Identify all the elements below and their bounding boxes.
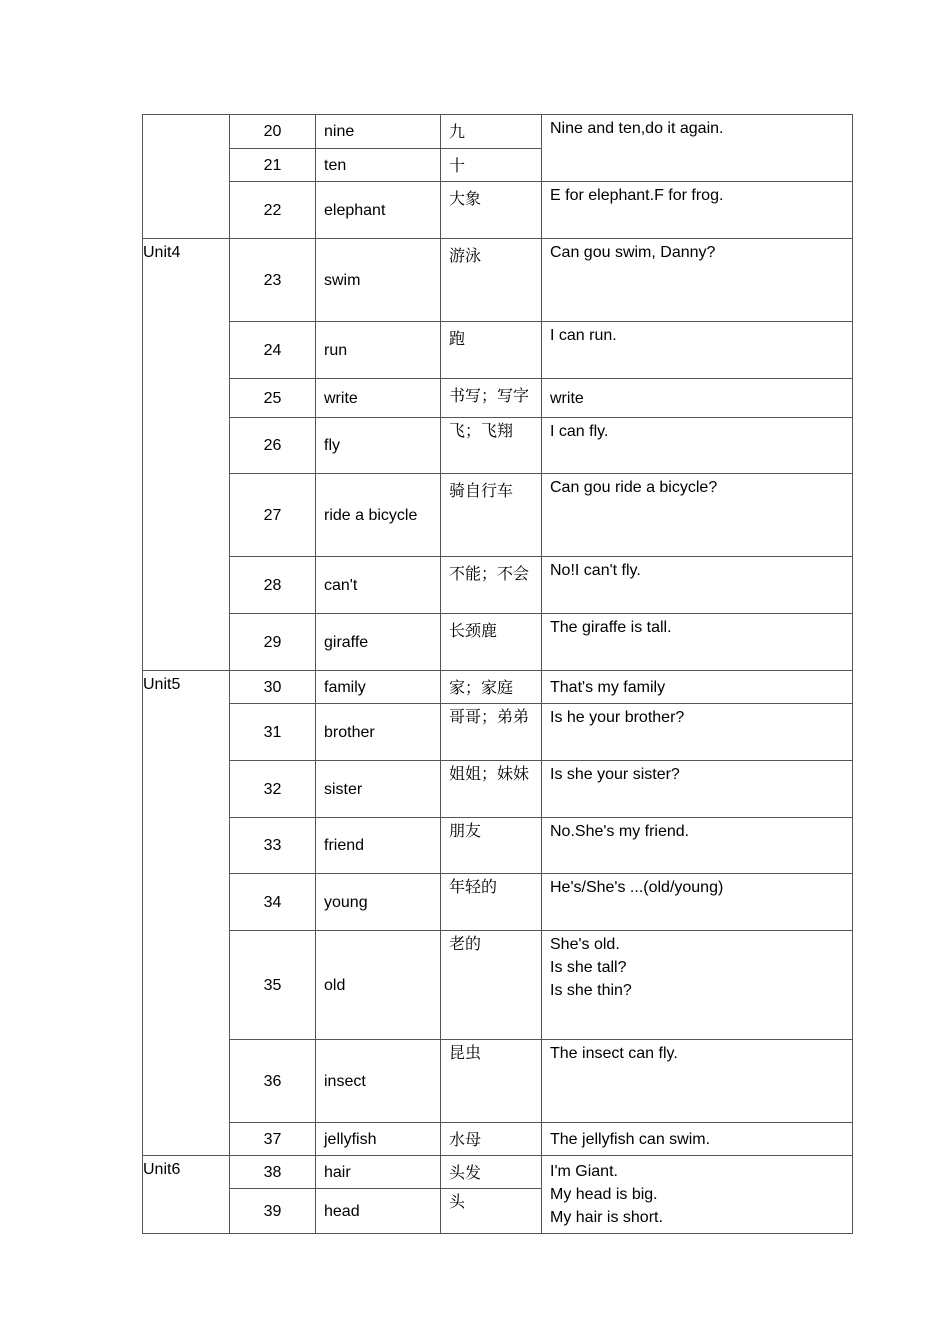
sentence-line: My hair is short.: [550, 1209, 663, 1226]
unit-cell: [143, 239, 230, 671]
unit-label: Unit5: [143, 676, 181, 693]
table-row: [143, 557, 853, 614]
word-cell: swim: [316, 239, 441, 322]
table-row: [143, 322, 853, 379]
word-cell: sister: [316, 761, 441, 818]
word-cell: fly: [316, 418, 441, 474]
row-number: 27: [230, 474, 316, 557]
word-cell: ride a bicycle: [316, 474, 441, 557]
chinese-meaning: 跑: [441, 322, 542, 379]
word-cell: elephant: [316, 182, 441, 239]
row-number: 35: [230, 931, 316, 1040]
chinese-meaning: 长颈鹿: [441, 614, 542, 671]
table-row: [143, 761, 853, 818]
table-row: [143, 704, 853, 761]
sentence-line: write: [550, 389, 584, 407]
table-row: [143, 115, 853, 149]
word-cell: head: [316, 1189, 441, 1234]
chinese-meaning: 飞；飞翔: [441, 418, 542, 474]
chinese-meaning: 年轻的: [441, 874, 542, 931]
example-sentence: [542, 418, 853, 474]
row-number: 34: [230, 874, 316, 931]
row-number: 33: [230, 818, 316, 874]
chinese-meaning: [441, 379, 542, 418]
sentence-line: The giraffe is tall.: [550, 619, 672, 636]
vocabulary-table: [142, 114, 853, 1234]
chinese-meaning: 头发: [441, 1156, 542, 1189]
word-cell: insect: [316, 1040, 441, 1123]
chinese-meaning: 头: [441, 1189, 542, 1234]
unit-label: Unit4: [143, 244, 181, 261]
chinese-meaning: 哥哥；弟弟: [441, 704, 542, 761]
chinese-meaning: 不能；不会: [441, 557, 542, 614]
word-cell: write: [316, 379, 441, 418]
chinese-meaning: 九: [441, 115, 542, 149]
example-sentence: [542, 761, 853, 818]
table-row: [143, 671, 853, 704]
word-cell: brother: [316, 704, 441, 761]
sentence-line: She's old.: [550, 936, 620, 953]
sentence-line: My head is big.: [550, 1186, 658, 1203]
table-row: [143, 931, 853, 1040]
row-number: 39: [230, 1189, 316, 1234]
word-cell: can't: [316, 557, 441, 614]
chinese-meaning: 十: [441, 149, 542, 182]
example-sentence: [542, 379, 853, 418]
chinese-meaning-text: 书写；写字: [449, 386, 530, 405]
row-number: 29: [230, 614, 316, 671]
sentence-line: E for elephant.F for frog.: [550, 187, 724, 204]
example-sentence: [542, 931, 853, 1040]
table-row: [143, 1040, 853, 1123]
row-number: 36: [230, 1040, 316, 1123]
row-number: 25: [230, 379, 316, 418]
table-row: [143, 379, 853, 418]
word-cell: old: [316, 931, 441, 1040]
word-cell: friend: [316, 818, 441, 874]
sentence-line: I'm Giant.: [550, 1163, 618, 1180]
example-sentence: [542, 115, 853, 182]
example-sentence: [542, 671, 853, 704]
row-number: 22: [230, 182, 316, 239]
unit-label: Unit6: [143, 1161, 181, 1178]
example-sentence: [542, 322, 853, 379]
sentence-line: Nine and ten,do it again.: [550, 120, 724, 137]
row-number: 31: [230, 704, 316, 761]
example-sentence: [542, 818, 853, 874]
example-sentence: [542, 557, 853, 614]
unit-cell: [143, 671, 230, 1156]
row-number: 37: [230, 1123, 316, 1156]
table-row: [143, 1156, 853, 1189]
table-row: [143, 418, 853, 474]
word-cell: giraffe: [316, 614, 441, 671]
sentence-line: Is she thin?: [550, 982, 632, 999]
word-cell: jellyfish: [316, 1123, 441, 1156]
sentence-line: The insect can fly.: [550, 1045, 678, 1062]
chinese-meaning: 姐姐；妹妹: [441, 761, 542, 818]
example-sentence: [542, 614, 853, 671]
row-number: 20: [230, 115, 316, 149]
example-sentence: [542, 474, 853, 557]
row-number: 30: [230, 671, 316, 704]
example-sentence: [542, 1040, 853, 1123]
sentence-line: He's/She's ...(old/young): [550, 879, 724, 896]
table-row: [143, 874, 853, 931]
sentence-line: That's my family: [550, 678, 666, 696]
chinese-meaning: 大象: [441, 182, 542, 239]
row-number: 26: [230, 418, 316, 474]
sentence-line: I can run.: [550, 327, 617, 344]
word-cell: family: [316, 671, 441, 704]
word-cell: nine: [316, 115, 441, 149]
word-cell: ten: [316, 149, 441, 182]
sentence-line: No.She's my friend.: [550, 823, 690, 840]
chinese-meaning: 骑自行车: [441, 474, 542, 557]
chinese-meaning: 昆虫: [441, 1040, 542, 1123]
chinese-meaning: 老的: [441, 931, 542, 1040]
example-sentence: [542, 874, 853, 931]
sentence-line: No!I can't fly.: [550, 562, 641, 579]
chinese-meaning: 水母: [441, 1123, 542, 1156]
word-cell: young: [316, 874, 441, 931]
table-row: [143, 1123, 853, 1156]
row-number: 38: [230, 1156, 316, 1189]
table-row: [143, 239, 853, 322]
sentence-line: The jellyfish can swim.: [550, 1130, 711, 1148]
table-row: [143, 818, 853, 874]
table-row: [143, 614, 853, 671]
sentence-line: Is she your sister?: [550, 766, 680, 783]
example-sentence: [542, 1156, 853, 1234]
sentence-line: Can gou ride a bicycle?: [550, 479, 718, 496]
row-number: 32: [230, 761, 316, 818]
table-row: [143, 182, 853, 239]
sentence-line: Is he your brother?: [550, 709, 685, 726]
row-number: 23: [230, 239, 316, 322]
word-cell: run: [316, 322, 441, 379]
example-sentence: [542, 704, 853, 761]
example-sentence: [542, 239, 853, 322]
example-sentence: [542, 1123, 853, 1156]
sentence-line: Can gou swim, Danny?: [550, 244, 716, 261]
chinese-meaning: 游泳: [441, 239, 542, 322]
row-number: 24: [230, 322, 316, 379]
row-number: 21: [230, 149, 316, 182]
sentence-line: I can fly.: [550, 423, 609, 440]
unit-cell: [143, 1156, 230, 1234]
sentence-line: Is she tall?: [550, 959, 627, 976]
row-number: 28: [230, 557, 316, 614]
chinese-meaning: 家；家庭: [441, 671, 542, 704]
unit-cell: [143, 115, 230, 239]
table-row: [143, 474, 853, 557]
example-sentence: [542, 182, 853, 239]
word-cell: hair: [316, 1156, 441, 1189]
chinese-meaning: 朋友: [441, 818, 542, 874]
